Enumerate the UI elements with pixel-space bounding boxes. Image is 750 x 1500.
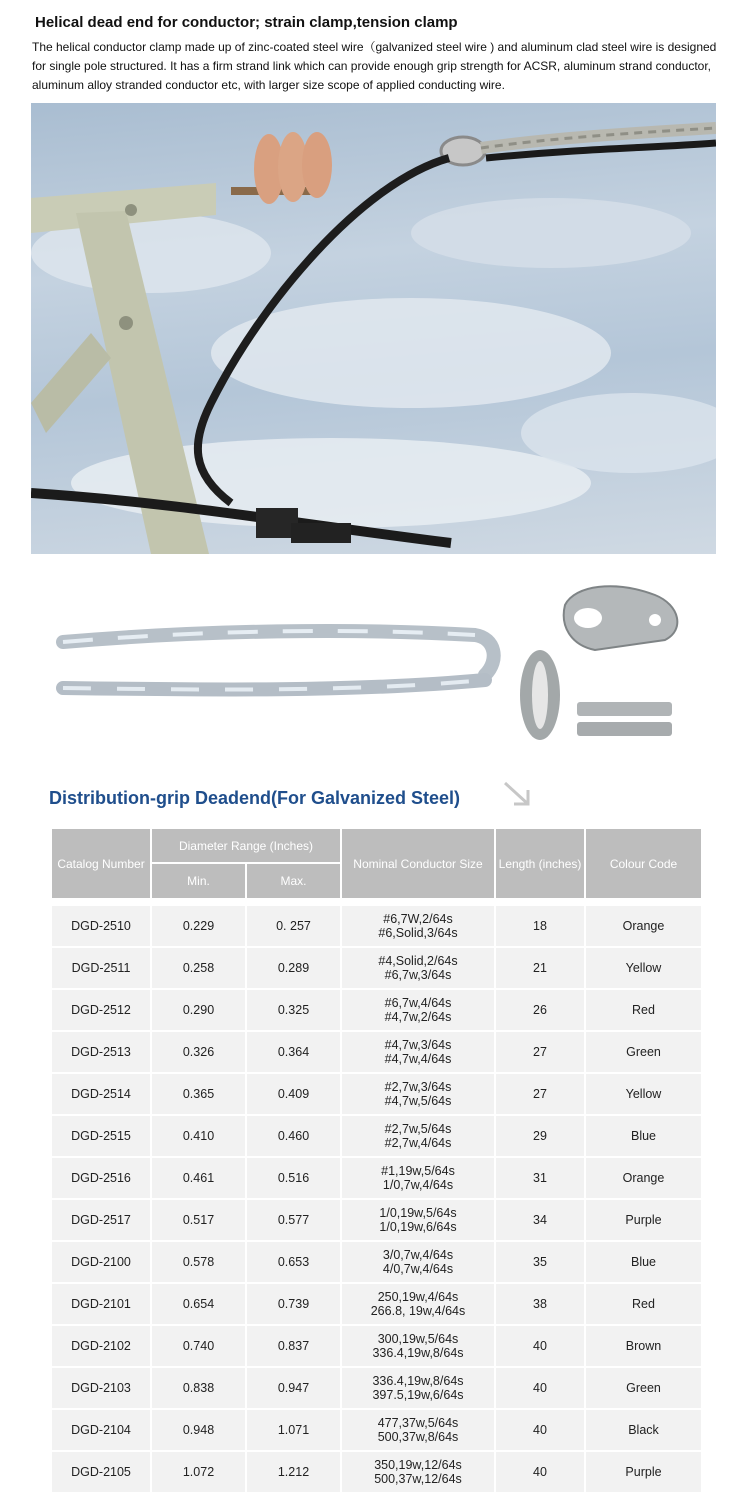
- length-cell: 27: [496, 1074, 584, 1114]
- colour-code-cell: Red: [586, 990, 701, 1030]
- colour-code-cell: Orange: [586, 906, 701, 946]
- conductor-size-cell: [342, 1074, 494, 1114]
- min-diameter-cell: 0.838: [152, 1368, 245, 1408]
- header-diameter-range: Diameter Range (Inches): [152, 829, 340, 862]
- conductor-size-line: 3/0,7w,4/64s: [382, 1248, 454, 1262]
- table-row: [52, 1452, 701, 1492]
- min-diameter-cell: 0.258: [152, 948, 245, 988]
- conductor-size-cell: [342, 1200, 494, 1240]
- colour-code-cell: Purple: [586, 1452, 701, 1492]
- header-colour-code: Colour Code: [586, 829, 701, 898]
- length-cell: 18: [496, 906, 584, 946]
- max-diameter-cell: 0.460: [247, 1116, 340, 1156]
- spec-table: [50, 827, 703, 1494]
- catalog-number-cell: DGD-2103: [52, 1368, 150, 1408]
- conductor-size-line: 350,19w,12/64s: [374, 1458, 462, 1472]
- conductor-size-line: 300,19w,5/64s: [377, 1332, 459, 1346]
- conductor-size-line: #4,7w,3/64s: [384, 1038, 452, 1052]
- conductor-size-line: 1/0,19w,5/64s: [379, 1206, 457, 1220]
- catalog-number-cell: DGD-2513: [52, 1032, 150, 1072]
- header-length: Length (inches): [496, 829, 584, 898]
- table-row: [52, 906, 701, 946]
- colour-code-cell: Blue: [586, 1116, 701, 1156]
- page-title: Helical dead end for conductor; strain clamp,tension clamp: [35, 14, 458, 31]
- table-row: [52, 948, 701, 988]
- header-max: Max.: [247, 864, 340, 898]
- length-cell: 40: [496, 1410, 584, 1450]
- min-diameter-cell: 0.326: [152, 1032, 245, 1072]
- table-row: [52, 1116, 701, 1156]
- length-cell: 29: [496, 1116, 584, 1156]
- header-catalog-number: Catalog Number: [52, 829, 150, 898]
- conductor-size-line: #6,7w,4/64s: [384, 996, 452, 1010]
- conductor-size-cell: [342, 1452, 494, 1492]
- arrow-down-right-icon: [502, 780, 532, 808]
- max-diameter-cell: 1.071: [247, 1410, 340, 1450]
- max-diameter-cell: 0.837: [247, 1326, 340, 1366]
- conductor-size-cell: [342, 1326, 494, 1366]
- conductor-size-line: #6,Solid,3/64s: [378, 926, 458, 940]
- conductor-size-line: 477,37w,5/64s: [377, 1416, 459, 1430]
- colour-code-cell: Yellow: [586, 1074, 701, 1114]
- conductor-size-cell: [342, 990, 494, 1030]
- conductor-size-line: #4,Solid,2/64s: [378, 954, 458, 968]
- conductor-size-cell: [342, 1368, 494, 1408]
- conductor-size-line: #6,7W,2/64s: [383, 912, 453, 926]
- catalog-number-cell: DGD-2517: [52, 1200, 150, 1240]
- header-min: Min.: [152, 864, 245, 898]
- product-description: The helical conductor clamp made up of zinc-coated steel wire（galvanized steel wire ) and aluminum clad steel wire is designed for single pole structured. It has a firm strand link which can provide enough grip strength for ACSR, aluminum strand conductor, aluminum alloy stranded conductor etc, with larger size scope of applied conducting wire.: [32, 40, 717, 92]
- spec-table-body: [52, 906, 701, 1492]
- min-diameter-cell: 0.410: [152, 1116, 245, 1156]
- catalog-number-cell: DGD-2514: [52, 1074, 150, 1114]
- table-row: [52, 990, 701, 1030]
- header-nominal-conductor-size: Nominal Conductor Size: [342, 829, 494, 898]
- conductor-size-line: 266.8, 19w,4/64s: [370, 1304, 466, 1318]
- table-row: [52, 1032, 701, 1072]
- catalog-number-cell: DGD-2105: [52, 1452, 150, 1492]
- colour-code-cell: Purple: [586, 1200, 701, 1240]
- colour-code-cell: Green: [586, 1368, 701, 1408]
- catalog-number-cell: DGD-2512: [52, 990, 150, 1030]
- product-image: [55, 580, 690, 752]
- conductor-size-line: #4,7w,4/64s: [384, 1052, 452, 1066]
- table-row: [52, 1368, 701, 1408]
- conductor-size-cell: [342, 1242, 494, 1282]
- table-row: [52, 1326, 701, 1366]
- catalog-number-cell: DGD-2511: [52, 948, 150, 988]
- min-diameter-cell: 0.578: [152, 1242, 245, 1282]
- conductor-size-line: #6,7w,3/64s: [384, 968, 452, 982]
- max-diameter-cell: 0.325: [247, 990, 340, 1030]
- conductor-size-cell: [342, 1116, 494, 1156]
- installed-deadend-photo: [31, 103, 716, 554]
- length-cell: 27: [496, 1032, 584, 1072]
- conductor-size-cell: [342, 1284, 494, 1324]
- max-diameter-cell: 0.364: [247, 1032, 340, 1072]
- length-cell: 26: [496, 990, 584, 1030]
- table-row: [52, 1074, 701, 1114]
- colour-code-cell: Yellow: [586, 948, 701, 988]
- max-diameter-cell: 0.516: [247, 1158, 340, 1198]
- conductor-size-cell: [342, 1032, 494, 1072]
- catalog-number-cell: DGD-2104: [52, 1410, 150, 1450]
- catalog-number-cell: DGD-2100: [52, 1242, 150, 1282]
- conductor-size-line: 1/0,7w,4/64s: [382, 1178, 454, 1192]
- conductor-size-line: #4,7w,2/64s: [384, 1010, 452, 1024]
- conductor-size-line: #4,7w,5/64s: [384, 1094, 452, 1108]
- length-cell: 38: [496, 1284, 584, 1324]
- conductor-size-line: 500,37w,8/64s: [377, 1430, 459, 1444]
- catalog-number-cell: DGD-2516: [52, 1158, 150, 1198]
- conductor-size-line: 1/0,19w,6/64s: [379, 1220, 457, 1234]
- max-diameter-cell: 0.653: [247, 1242, 340, 1282]
- table-header-row: [52, 829, 701, 862]
- table-row: [52, 1284, 701, 1324]
- colour-code-cell: Red: [586, 1284, 701, 1324]
- colour-code-cell: Blue: [586, 1242, 701, 1282]
- table-row: [52, 1200, 701, 1240]
- catalog-number-cell: DGD-2102: [52, 1326, 150, 1366]
- max-diameter-cell: 0.289: [247, 948, 340, 988]
- max-diameter-cell: 0.409: [247, 1074, 340, 1114]
- min-diameter-cell: 0.365: [152, 1074, 245, 1114]
- catalog-number-cell: DGD-2101: [52, 1284, 150, 1324]
- max-diameter-cell: 0. 257: [247, 906, 340, 946]
- min-diameter-cell: 0.654: [152, 1284, 245, 1324]
- length-cell: 40: [496, 1368, 584, 1408]
- length-cell: 34: [496, 1200, 584, 1240]
- colour-code-cell: Black: [586, 1410, 701, 1450]
- conductor-size-line: 397.5,19w,6/64s: [372, 1388, 464, 1402]
- section-title: Distribution-grip Deadend(For Galvanized Steel): [49, 788, 461, 808]
- colour-code-cell: Orange: [586, 1158, 701, 1198]
- colour-code-cell: Green: [586, 1032, 701, 1072]
- length-cell: 35: [496, 1242, 584, 1282]
- colour-code-cell: Brown: [586, 1326, 701, 1366]
- conductor-size-cell: [342, 948, 494, 988]
- max-diameter-cell: 0.947: [247, 1368, 340, 1408]
- helical-grip-and-fittings-illustration: [55, 580, 690, 752]
- conductor-size-line: 4/0,7w,4/64s: [382, 1262, 454, 1276]
- min-diameter-cell: 0.461: [152, 1158, 245, 1198]
- catalog-number-cell: DGD-2515: [52, 1116, 150, 1156]
- conductor-size-line: #1,19w,5/64s: [381, 1164, 455, 1178]
- length-cell: 40: [496, 1452, 584, 1492]
- table-row: [52, 1410, 701, 1450]
- min-diameter-cell: 0.740: [152, 1326, 245, 1366]
- table-row: [52, 1158, 701, 1198]
- min-diameter-cell: 1.072: [152, 1452, 245, 1492]
- conductor-size-line: 250,19w,4/64s: [377, 1290, 459, 1304]
- max-diameter-cell: 1.212: [247, 1452, 340, 1492]
- conductor-size-line: 336.4,19w,8/64s: [372, 1374, 464, 1388]
- length-cell: 40: [496, 1326, 584, 1366]
- max-diameter-cell: 0.739: [247, 1284, 340, 1324]
- conductor-size-cell: [342, 1158, 494, 1198]
- length-cell: 21: [496, 948, 584, 988]
- table-row: [52, 1242, 701, 1282]
- min-diameter-cell: 0.290: [152, 990, 245, 1030]
- conductor-size-cell: [342, 1410, 494, 1450]
- conductor-size-cell: [342, 906, 494, 946]
- catalog-number-cell: DGD-2510: [52, 906, 150, 946]
- max-diameter-cell: 0.577: [247, 1200, 340, 1240]
- photo-illustration: [31, 103, 716, 554]
- conductor-size-line: #2,7w,3/64s: [384, 1080, 452, 1094]
- length-cell: 31: [496, 1158, 584, 1198]
- min-diameter-cell: 0.229: [152, 906, 245, 946]
- conductor-size-line: 336.4,19w,8/64s: [372, 1346, 464, 1360]
- min-diameter-cell: 0.517: [152, 1200, 245, 1240]
- min-diameter-cell: 0.948: [152, 1410, 245, 1450]
- conductor-size-line: #2,7w,5/64s: [384, 1122, 452, 1136]
- conductor-size-line: 500,37w,12/64s: [374, 1472, 462, 1486]
- conductor-size-line: #2,7w,4/64s: [384, 1136, 452, 1150]
